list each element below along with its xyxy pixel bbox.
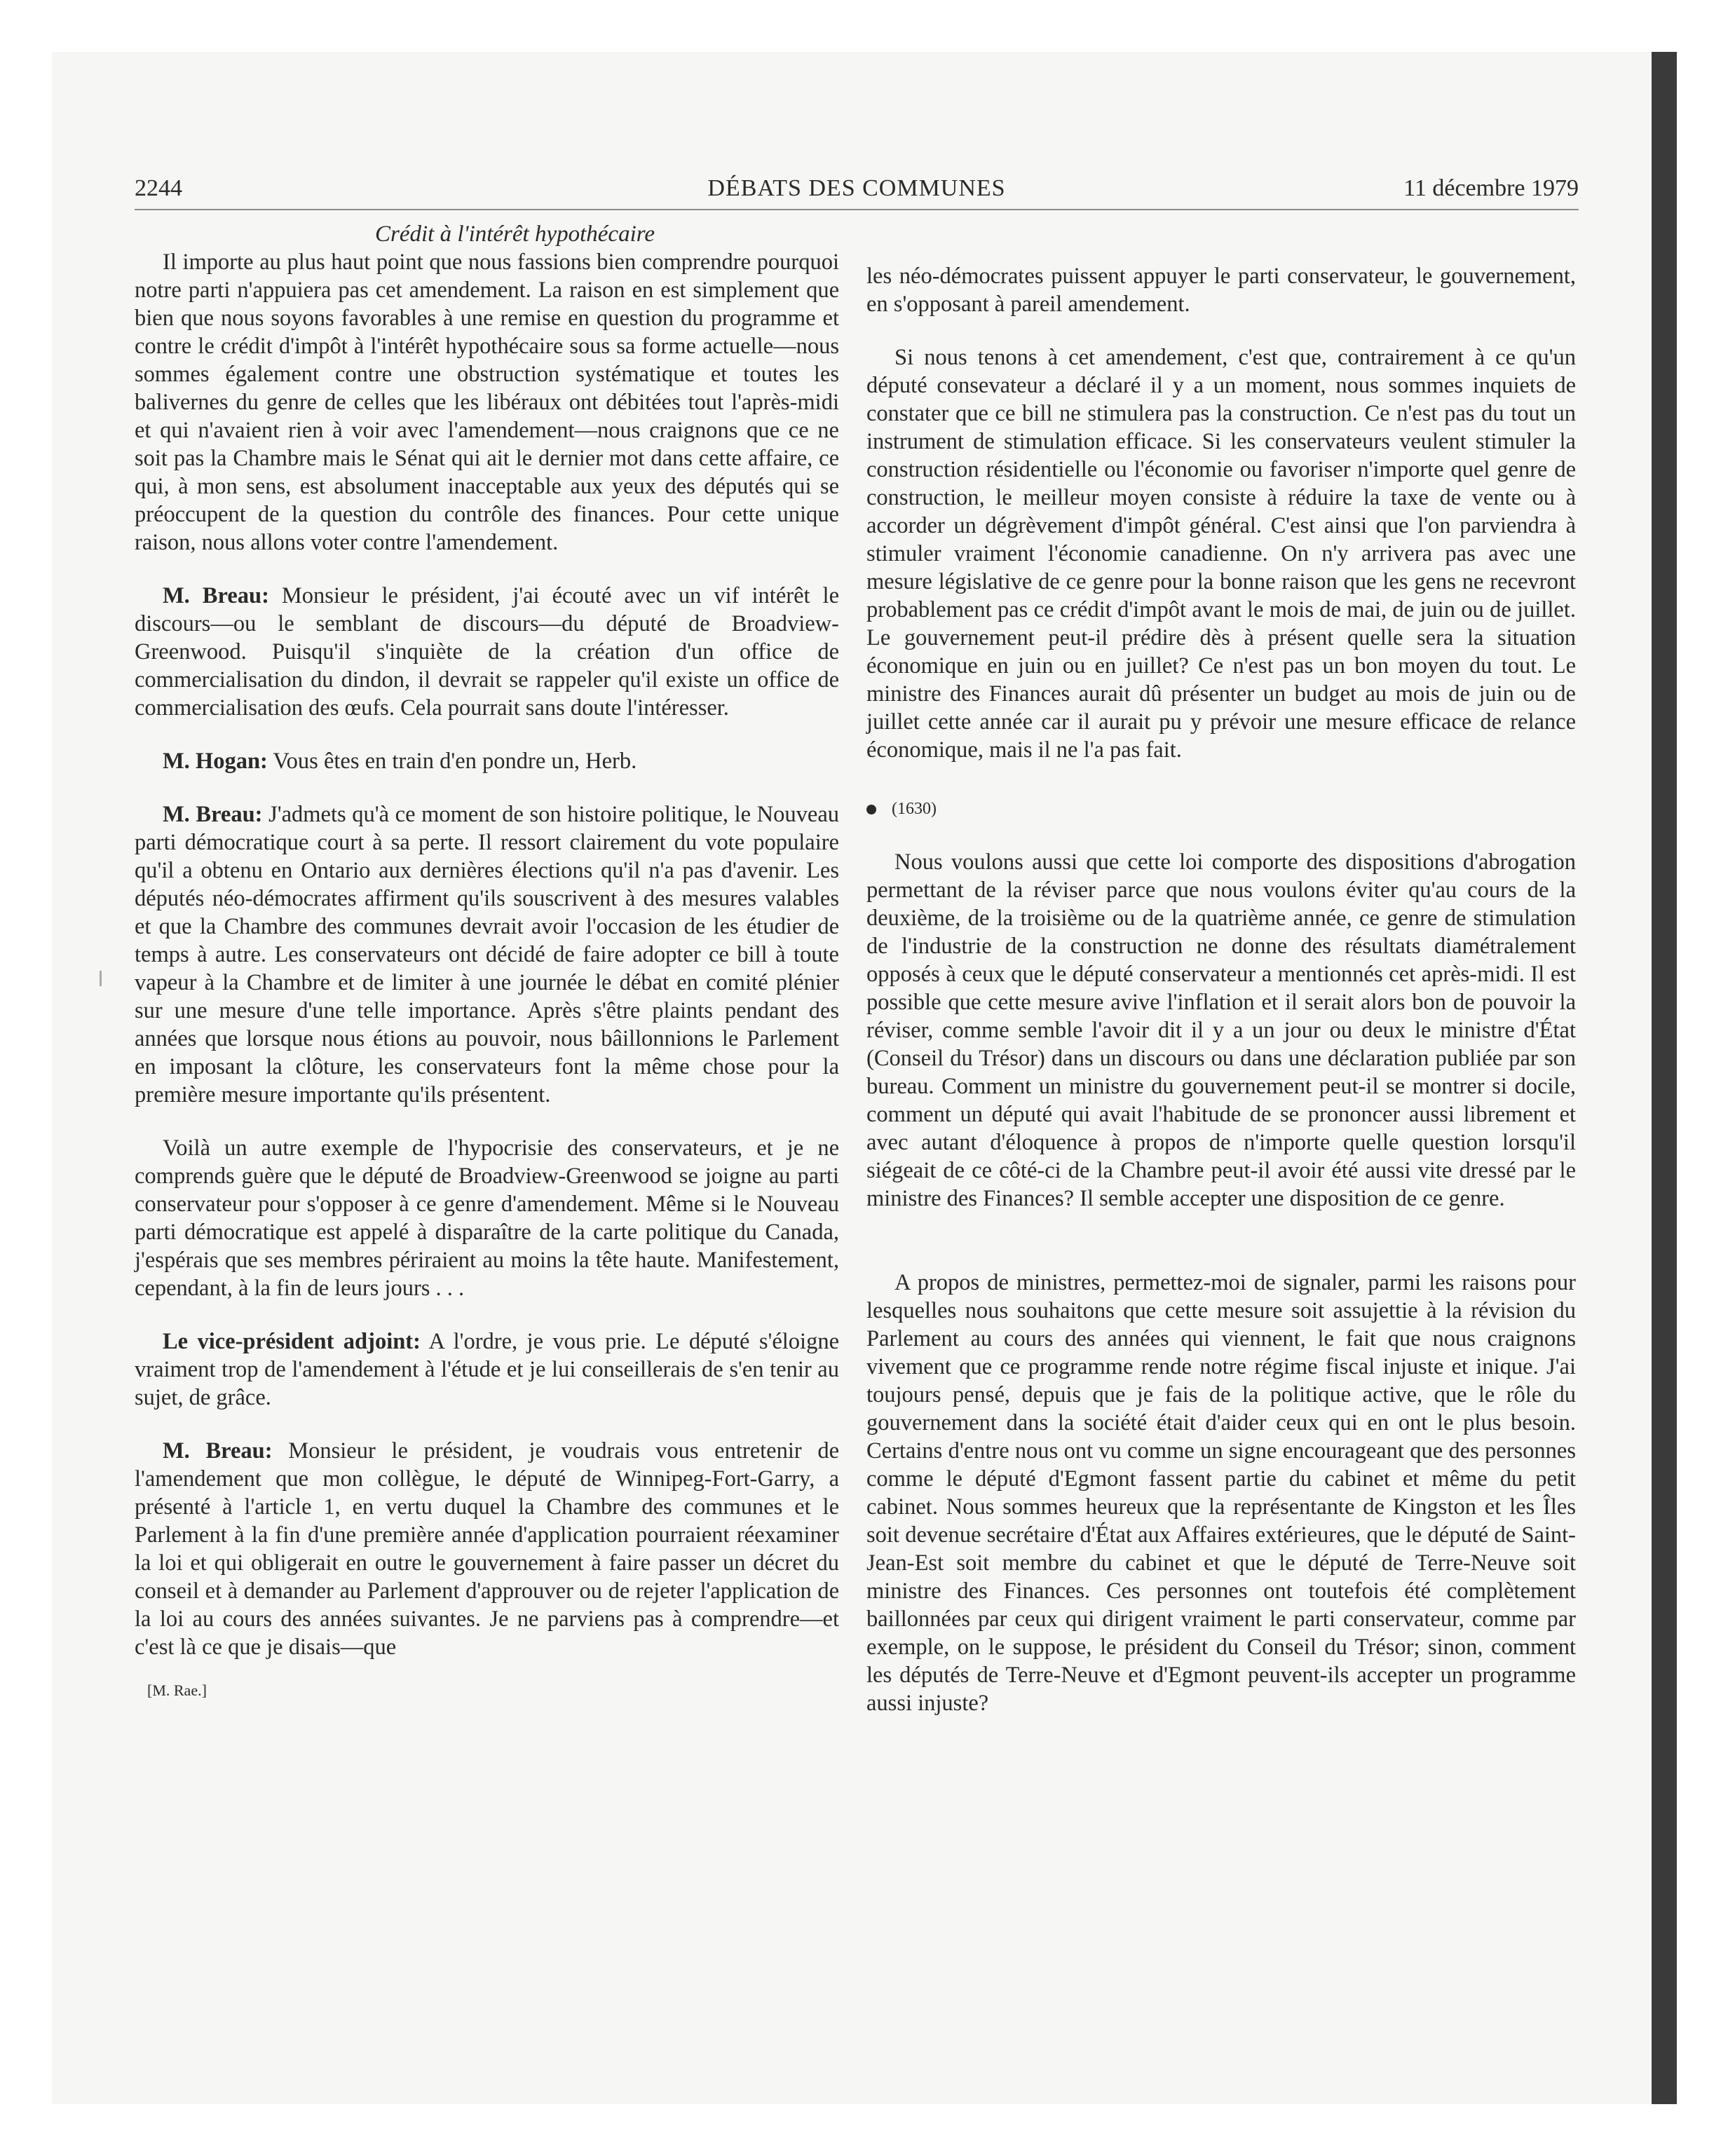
bullet-icon — [866, 805, 876, 814]
paragraph — [135, 1437, 839, 1661]
speech-text: Monsieur le président, je voudrais vous entretenir de l'amendement que mon collègue, le député de Winnipeg-Fort-Garry, a présenté à l'article 1, en vertu duquel la Chambre des communes et le Parlement à la fin d'une première année d'application pourraient réexaminer la loi et qui obligerait en outre le gouvernement à faire passer un décret du conseil et à demander au Parlement d'approuver ou de rejeter l'application de la loi au cours des années suivantes. Je ne parviens pas à comprendre—et c'est là ce que je disais—que — [135, 1438, 839, 1660]
speech-text: Vous êtes en train d'en pondre un, Herb. — [267, 749, 637, 774]
speaker-name: M. Breau: — [163, 802, 263, 827]
speech-text: J'admets qu'à ce moment de son histoire politique, le Nouveau parti démocratique court à sa perte. Il ressort clairement du vote populaire qu'il a obtenu en Ontario aux dernières élections qu'il n'a pas d'avenir. Les députés néo-démocrates affirment qu'ils souscrivent à des mesures valables et que la Chambre des communes devrait avoir l'occasion de les étudier de temps à autre. Les conservateurs ont décidé de faire adopter ce bill à toute vapeur à la Chambre et de limiter à une journée le débat en comité plénier sur une mesure d'une telle importance. Après s'être plaints pendant des années que lorsque nous étions au pouvoir, nous bâillonnions le Parlement en imposant la clôture, les conservateurs font la même chose pour la première mesure importante qu'ils présentent. — [135, 802, 839, 1107]
paragraph: Nous voulons aussi que cette loi comporte des dispositions d'abrogation permettant de la réviser parce que nous voulons éviter qu'au cours de la deuxième, de la troisième ou de la quatrième année, ce genre de stimulation de l'industrie de la construction ne donne des résultats diamétralement opposés à ceux que le député conservateur a mentionnés cet après-midi. Il est possible que cette mesure avive l'inflation et il serait alors bon de pouvoir la réviser, comme semble l'avoir dit il y a un jour ou deux le ministre d'État (Conseil du Trésor) dans un discours ou dans une déclaration publiée par son bureau. Comment un ministre du gouvernement peut-il se montrer si docile, comment un député qui avait l'habitude de se prononcer aussi librement et avec autant d'éloquence à propos de n'importe quelle question lorsqu'il siégeait de ce côté-ci de la Chambre peut-il avoir été aussi vite dressé par le ministre des Finances? Il semble accepter une disposition de ce genre. — [866, 850, 1576, 1211]
paragraph — [135, 747, 839, 775]
margin-mark — [100, 971, 102, 986]
section-heading: Crédit à l'intérêt hypothécaire — [375, 221, 655, 247]
paragraph — [135, 1328, 839, 1412]
paragraph: les néo-démocrates puissent appuyer le parti conservateur, le gouvernement, en s'opposant à pareil amendement. — [866, 264, 1576, 317]
paragraph: Si nous tenons à cet amendement, c'est que, contrairement à ce qu'un député consevateur a déclaré il y a un moment, nous sommes inquiets de constater que ce bill ne stimulera pas la construction. Ce n'est pas du tout un instrument de stimulation efficace. Si les conservateurs veulent stimuler la construction résidentielle ou l'économie ou favoriser n'importe quel genre de construction, le meilleur moyen consiste à réduire la taxe de vente ou à accorder un dégrèvement d'impôt général. C'est ainsi que l'on parviendra à stimuler vraiment l'économie canadienne. On n'y arrivera pas avec une mesure législative de ce genre pour la bonne raison que les gens ne recevront probablement pas ce crédit d'impôt avant le mois de mai, de juin ou de juillet. Le gouvernement peut-il prédire dès à présent quelle sera la situation économique en juin ou en juillet? Ce n'est pas un bon moyen du tout. Le ministre des Finances aurait dû présenter un budget au mois de juin ou de juillet cette année car il aurait pu y prévoir une mesure efficace de relance économique, mais il ne l'a pas fait. — [866, 345, 1576, 763]
right-column — [866, 262, 1576, 1717]
page-number: 2244 — [135, 175, 182, 201]
scan-edge-bar — [1652, 52, 1677, 2104]
speaker-name: M. Hogan: — [163, 749, 268, 774]
paragraph: Il importe au plus haut point que nous fassions bien comprendre pourquoi notre parti n'appuiera pas cet amendement. La raison en est simplement que bien que nous soyons favorables à une remise en question du programme et contre le crédit d'impôt à l'intérêt hypothécaire sous sa forme actuelle—nous sommes également contre une obstruction systématique et toutes les balivernes du genre de celles que les libéraux ont débitées tout l'après-midi et qui n'avaient rien à voir avec l'amendement—nous craignons que ce ne soit pas la Chambre mais le Sénat qui ait le dernier mot dans cette affaire, ce qui, à mon sens, est absolument inacceptable aux yeux des députés qui se préoccupent de la question du contrôle des finances. Pour cette unique raison, nous allons voter contre l'amendement. — [135, 250, 839, 555]
time-marker — [866, 795, 1576, 823]
left-column — [135, 220, 839, 1705]
footnote-speaker: [M. Rae.] — [147, 1681, 207, 1699]
speech-text: A l'ordre, je vous prie. Le député s'éloigne vraiment trop de l'amendement à l'étude et je lui conseillerais de s'en tenir au sujet, de grâce. — [135, 1329, 839, 1410]
paragraph — [135, 800, 839, 1109]
speaker-name: M. Breau: — [163, 583, 269, 608]
time-marker-label: (1630) — [892, 800, 937, 818]
page-header — [135, 175, 1579, 217]
paragraph: Voilà un autre exemple de l'hypocrisie des conservateurs, et je ne comprends guère que le député de Broadview-Greenwood se joigne au parti conservateur pour s'opposer à ce genre d'amendement. Même si le Nouveau parti démocratique est appelé à disparaître de la carte politique du Canada, j'espérais que ses membres périraient au moins la tête haute. Manifestement, cependant, à la fin de leurs jours . . . — [135, 1135, 839, 1301]
paragraph: A propos de ministres, permettez-moi de signaler, parmi les raisons pour lesquelles nous souhaitons que cette mesure soit assujettie à la révision du Parlement au cours des années qui viennent, le fait que nous craignons vivement que ce programme rende notre régime fiscal injuste et inique. J'ai toujours pensé, depuis que je fais de la politique active, que le rôle du gouvernement dans la société était d'aider ceux qui en ont le plus besoin. Certains d'entre nous ont vu comme un signe encourageant que des personnes comme le député d'Egmont fassent partie du cabinet et même du petit cabinet. Nous sommes heureux que la représentante de Kingston et les Îles soit devenue secrétaire d'État aux Affaires extérieures, que le député de Saint-Jean-Est soit membre du cabinet et que le député de Terre-Neuve soit ministre des Finances. Ces personnes ont toutefois été complètement baillonnées par ceux qui dirigent vraiment le parti conservateur, comme par exemple, on le suppose, le président du Conseil du Trésor; sinon, comment les députés de Terre-Neuve et d'Egmont peuvent-ils accepter un programme aussi injuste? — [866, 1270, 1576, 1716]
speaker-name: M. Breau: — [163, 1438, 273, 1464]
running-title: DÉBATS DES COMMUNES — [707, 175, 1006, 201]
paragraph — [135, 582, 839, 722]
page-date: 11 décembre 1979 — [1403, 175, 1579, 201]
speech-text: Monsieur le président, j'ai écouté avec un vif intérêt le discours—ou le semblant de discours—du député de Broadview-Greenwood. Puisqu'il s'inquiète de la création d'un office de commercialisation du dindon, il devrait se rappeler qu'il existe un office de commercialisation des œufs. Cela pourrait sans doute l'intéresser. — [135, 583, 839, 721]
speaker-name: Le vice-président adjoint: — [163, 1329, 421, 1354]
header-rule — [135, 209, 1579, 210]
